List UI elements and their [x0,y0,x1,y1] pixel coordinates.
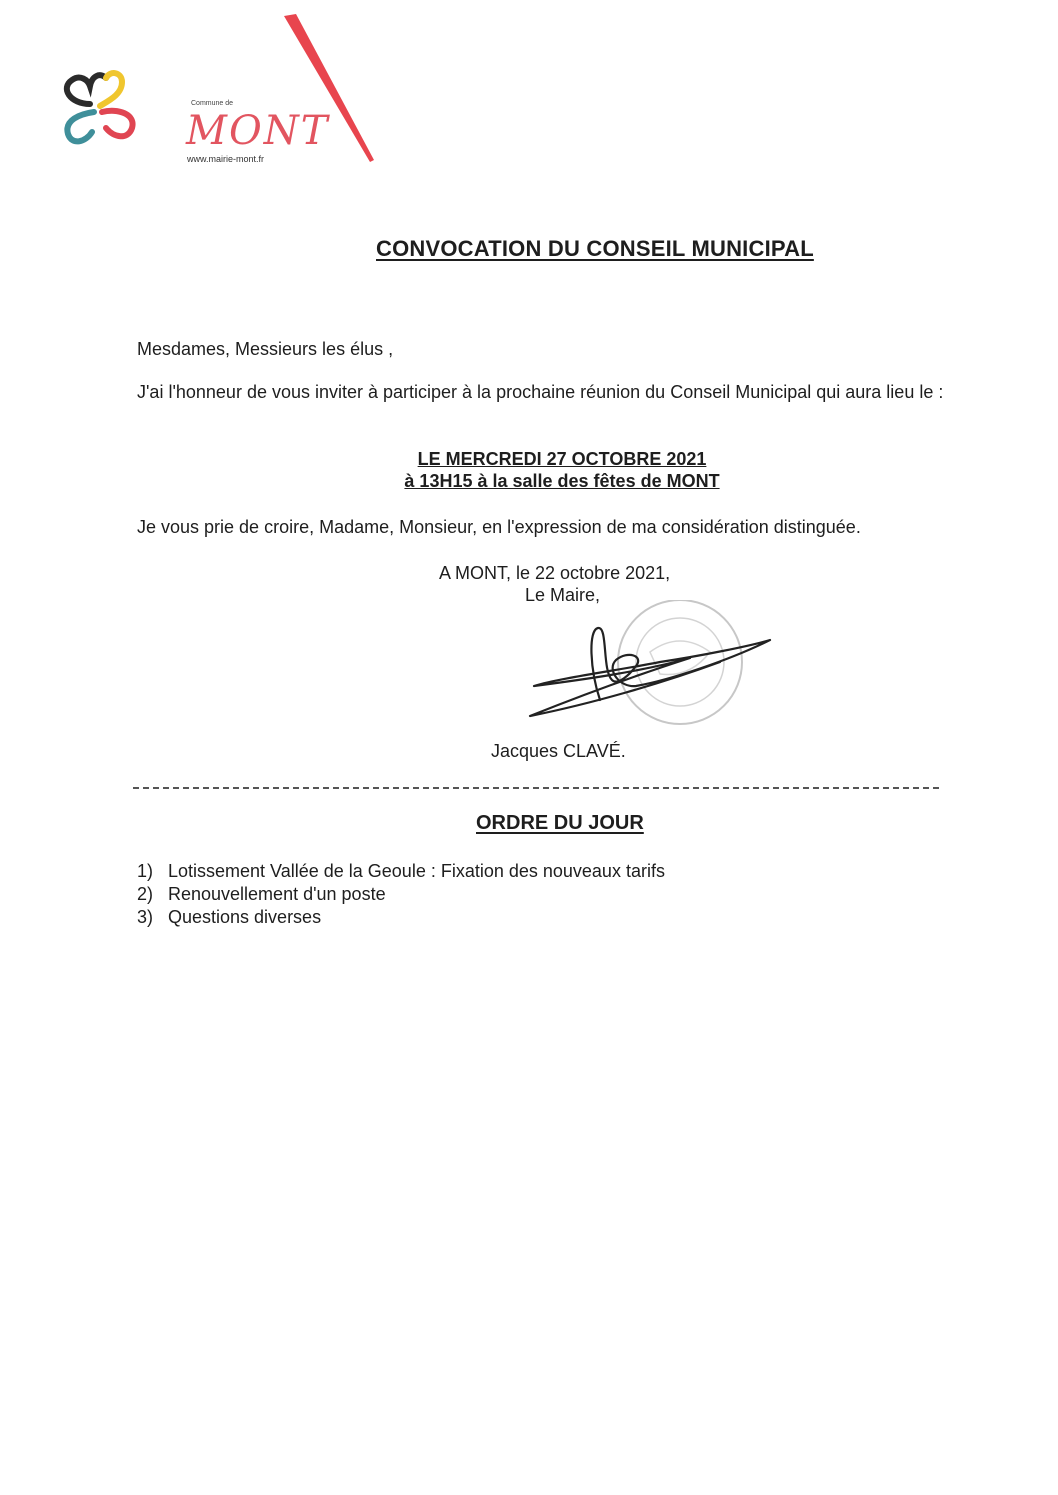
section-divider [133,787,939,789]
agenda-title: ORDRE DU JOUR [476,812,644,834]
agenda-item [137,860,665,883]
logo-town-name: MONT [186,108,330,154]
signature-and-stamp [520,600,800,740]
closing-formula: Je vous prie de croire, Madame, Monsieur, en l'expression de ma considération distinguée. [137,517,861,537]
invitation-paragraph: J'ai l'honneur de vous inviter à participer à la prochaine réunion du Conseil Municipal qui aura lieu le : [137,382,944,402]
handwritten-signature [530,628,770,716]
agenda-item [137,883,665,906]
logo-commune-label: Commune de [191,100,234,107]
place-and-date: A MONT, le 22 octobre 2021, [439,563,671,583]
document-title: CONVOCATION DU CONSEIL MUNICIPAL [376,236,814,261]
commune-logo [40,10,380,170]
agenda-item-text: Lotissement Vallée de la Geoule : Fixation des nouveaux tarifs [168,861,665,881]
agenda-item-number: 3) [137,907,154,927]
agenda-item-number: 2) [137,884,154,904]
salutation: Mesdames, Messieurs les élus , [137,339,394,359]
signer-name: Jacques CLAVÉ. [491,741,626,761]
agenda-item [137,906,665,929]
agenda-list [137,860,665,929]
meeting-date: LE MERCREDI 27 OCTOBRE 2021 [417,449,707,469]
signer-role: Le Maire, [525,585,601,605]
meeting-place: à 13H15 à la salle des fêtes de MONT [404,471,720,491]
agenda-item-text: Renouvellement d'un poste [168,884,386,904]
agenda-item-text: Questions diverses [168,907,322,927]
logo-website-link[interactable]: www.mairie-mont.fr [187,154,265,164]
agenda-item-number: 1) [137,861,154,881]
